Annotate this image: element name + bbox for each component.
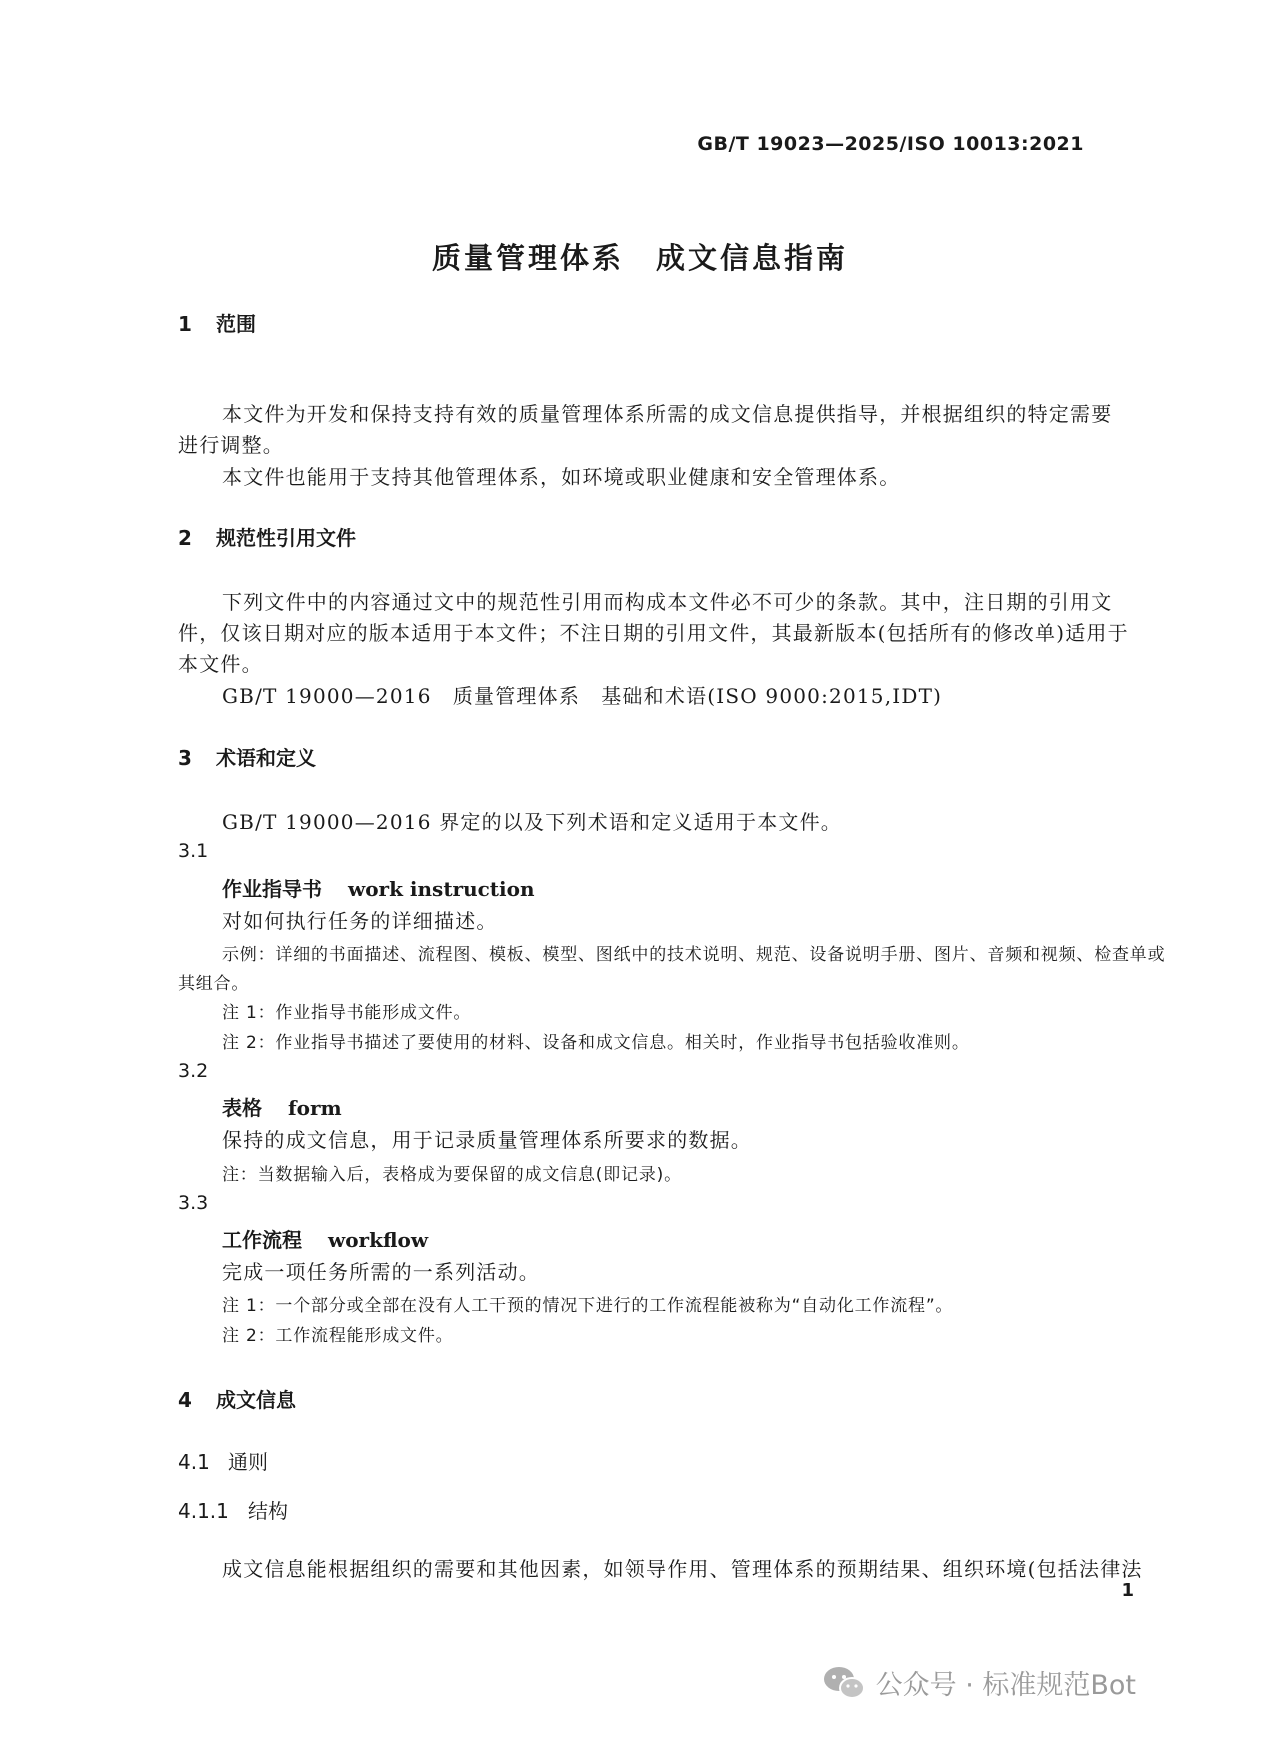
paragraph-line: 件，仅该日期对应的版本适用于本文件；不注日期的引用文件，其最新版本(包括所有的修改单)适用于 [178,621,1129,645]
term-zh: 表格 [222,1096,262,1120]
term-en: workflow [328,1228,429,1252]
term-number: 3.3 [178,1192,209,1214]
term-definition: 完成一项任务所需的一系列活动。 [222,1260,540,1284]
section-title: 范围 [216,312,256,336]
term-en: form [288,1096,342,1120]
section-title: 结构 [248,1499,288,1523]
example-line: 示例：详细的书面描述、流程图、模板、模型、图纸中的技术说明、规范、设备说明手册、图片、音频和视频、检查单或 [222,945,1166,965]
section-number: 4.1.1 [178,1499,229,1523]
section-title: 成文信息 [216,1388,296,1412]
section-number: 3 [178,746,192,770]
note-line: 注 1：一个部分或全部在没有人工干预的情况下进行的工作流程能被称为“自动化工作流程”。 [222,1296,954,1316]
note-line: 注 2：工作流程能形成文件。 [222,1326,454,1346]
section-title: 规范性引用文件 [216,526,356,550]
page-number: 1 [1121,1580,1134,1601]
term-definition: 保持的成文信息，用于记录质量管理体系所要求的数据。 [222,1128,752,1152]
normative-reference: GB/T 19000—2016 质量管理体系 基础和术语(ISO 9000:2015,IDT) [222,684,943,708]
term-definition: 对如何执行任务的详细描述。 [222,909,498,933]
section-number: 1 [178,312,192,336]
section-1-heading [178,308,256,337]
watermark [822,1663,1136,1702]
watermark-text: 公众号 · 标准规范Bot [875,1670,1136,1701]
note-line: 注 1：作业指导书能形成文件。 [222,1003,472,1023]
paragraph-line: 本文件。 [178,652,263,676]
wechat-icon [822,1665,866,1701]
section-4-heading [178,1384,296,1413]
standard-number: GB/T 19023—2025/ISO 10013:2021 [697,133,1084,155]
paragraph-line: 成文信息能根据组织的需要和其他因素，如领导作用、管理体系的预期结果、组织环境(包括法律法 [222,1557,1143,1581]
section-title: 术语和定义 [216,746,316,770]
term-heading [222,873,535,902]
section-3-heading [178,742,316,771]
section-number: 2 [178,526,192,550]
paragraph-line: 本文件为开发和保持支持有效的质量管理体系所需的成文信息提供指导，并根据组织的特定需要 [222,402,1113,426]
section-number: 4 [178,1388,192,1412]
subsection-4-1-heading [178,1446,268,1475]
section-2-heading [178,522,356,551]
term-heading [222,1092,342,1121]
term-zh: 工作流程 [222,1228,302,1252]
paragraph-line: 下列文件中的内容通过文中的规范性引用而构成本文件必不可少的条款。其中，注日期的引用文 [222,590,1113,614]
section-title: 通则 [228,1450,268,1474]
paragraph-line: 本文件也能用于支持其他管理体系，如环境或职业健康和安全管理体系。 [222,465,901,489]
example-line: 其组合。 [178,974,250,994]
term-number: 3.2 [178,1060,209,1082]
note-line: 注 2：作业指导书描述了要使用的材料、设备和成文信息。相关时，作业指导书包括验收准则。 [222,1033,970,1053]
section-number: 4.1 [178,1450,210,1474]
term-number: 3.1 [178,840,209,862]
paragraph-line: GB/T 19000—2016 界定的以及下列术语和定义适用于本文件。 [222,810,842,834]
note-line: 注：当数据输入后，表格成为要保留的成文信息(即记录)。 [222,1165,682,1185]
term-heading [222,1224,428,1253]
subsection-4-1-1-heading [178,1495,288,1524]
document-title: 质量管理体系 成文信息指南 [431,241,848,275]
term-en: work instruction [348,877,535,901]
term-zh: 作业指导书 [222,877,322,901]
paragraph-line: 进行调整。 [178,433,284,457]
